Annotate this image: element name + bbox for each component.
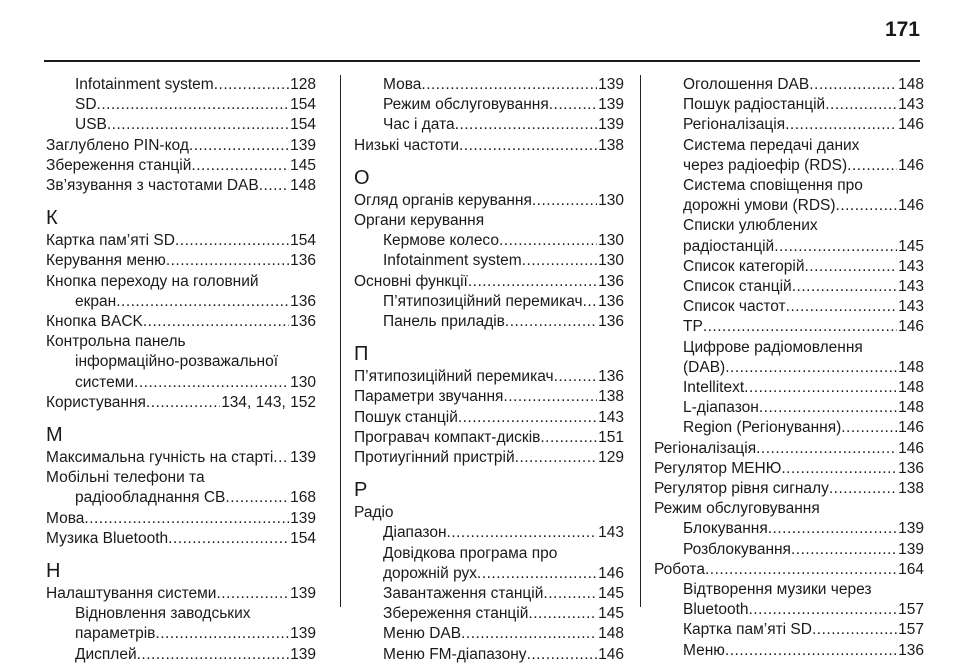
index-entry	[46, 115, 316, 135]
index-entry-page: 143	[898, 278, 924, 296]
dot-leader	[749, 600, 898, 620]
index-entry-label: TP	[683, 318, 703, 336]
index-entry-label: Infotainment system	[75, 76, 214, 93]
index-group-heading: Система сповіщення про	[683, 177, 863, 195]
index-entry-label: Максимальна гучність на старті	[46, 449, 274, 467]
index-entry-page: 154	[290, 116, 316, 134]
dot-leader	[759, 398, 897, 418]
index-entry-page: 136	[290, 252, 316, 270]
index-entry	[654, 398, 924, 418]
dot-leader	[836, 196, 898, 216]
index-entry	[654, 115, 924, 135]
index-entry-label: Музика Bluetooth	[46, 529, 169, 547]
column-3	[654, 75, 924, 661]
index-entry-page: 139	[290, 136, 316, 154]
column-1	[46, 75, 316, 665]
index-entry	[354, 272, 624, 292]
index-entry-page: 139	[598, 96, 624, 114]
index-entry	[654, 641, 924, 661]
index-entry-page: 164	[898, 560, 924, 578]
index-entry-page: 168	[290, 489, 316, 507]
index-entry	[654, 95, 924, 115]
index-letter-heading: К	[46, 207, 58, 230]
index-entry	[354, 564, 624, 584]
dot-leader	[703, 317, 897, 337]
index-entry-page: 146	[898, 116, 924, 134]
index-entry	[46, 312, 316, 332]
dot-leader	[214, 75, 289, 95]
index-entry	[46, 95, 316, 115]
index-entry-label: Оголошення DAB	[683, 76, 810, 93]
index-entry-label: Низькі частоти	[354, 136, 459, 154]
index-entry-page: 143	[898, 257, 924, 275]
index-entry-page: 145	[598, 605, 624, 623]
index-entry-page: 145	[290, 156, 316, 174]
index-entry-label: Картка пам’яті SD	[683, 621, 812, 639]
index-entry-label: Список категорій	[683, 257, 805, 275]
dot-leader	[459, 136, 597, 156]
index-entry-label: Список частот	[683, 298, 786, 316]
index-entry-label: Розблокування	[683, 540, 791, 558]
index-entry-page: 148	[898, 399, 924, 417]
index-entry-page: 154	[290, 96, 316, 114]
index-letter-heading: П	[354, 343, 369, 366]
index-entry-page: 136	[290, 313, 316, 331]
index-entry-page: 139	[898, 520, 924, 538]
dot-leader	[744, 378, 897, 398]
index-entry-label: через радіоефір (RDS)	[683, 156, 848, 174]
dot-leader	[166, 251, 289, 271]
index-entry-label: Збереження станцій	[46, 156, 192, 174]
dot-leader	[841, 418, 897, 438]
index-entry-label: Заглублено PIN-код	[46, 136, 189, 154]
index-entry	[654, 560, 924, 580]
index-entry	[46, 529, 316, 549]
index-entry	[46, 509, 316, 529]
dot-leader	[522, 251, 597, 271]
index-entry	[354, 115, 624, 135]
index-entry-page: 130	[598, 252, 624, 270]
index-entry-label: Огляд органів керування	[354, 191, 532, 209]
index-group-heading: Мобільні телефони та	[46, 469, 205, 487]
index-group-heading: Режим обслуговування	[654, 500, 820, 518]
dot-leader	[84, 509, 289, 529]
index-entry	[46, 645, 316, 665]
index-entry-label: Блокування	[683, 520, 768, 538]
page-number: 171	[884, 18, 920, 41]
index-entry-label: Region (Регіонування)	[683, 419, 842, 437]
index-entry	[654, 277, 924, 297]
dot-leader	[791, 540, 897, 560]
index-entry-page: 154	[290, 529, 316, 547]
index-entry-label: Панель приладів	[383, 313, 505, 331]
index-entry	[354, 367, 624, 387]
index-entry	[654, 196, 924, 216]
dot-leader	[583, 292, 598, 312]
index-entry-label: Регіоналізація	[683, 116, 786, 134]
column-divider-2	[640, 75, 641, 607]
dot-leader	[134, 373, 289, 393]
index-group-heading: Кнопка переходу на головний	[46, 272, 259, 290]
index-entry-page: 130	[598, 232, 624, 250]
index-group-heading: Довідкова програма про	[383, 544, 558, 562]
index-entry	[654, 540, 924, 560]
index-entry-label: Керування меню	[46, 252, 166, 270]
index-entry	[354, 645, 624, 665]
index-entry-page: 143	[598, 524, 624, 542]
index-entry-page: 146	[898, 318, 924, 336]
index-letter-heading: Р	[354, 479, 368, 502]
dot-leader	[756, 439, 897, 459]
dot-leader	[825, 95, 897, 115]
index-group-heading: Система передачі даних	[683, 136, 860, 154]
index-entry-label: Дисплей	[75, 645, 137, 663]
dot-leader	[540, 428, 597, 448]
index-entry-page: 143	[898, 298, 924, 316]
dot-leader	[527, 645, 598, 665]
dot-leader	[847, 156, 897, 176]
index-entry	[654, 439, 924, 459]
index-entry	[354, 75, 624, 95]
index-entry	[354, 312, 624, 332]
index-entry	[654, 358, 924, 378]
index-entry	[46, 176, 316, 196]
index-entry-page: 136	[898, 641, 924, 659]
index-entry-page: 138	[598, 388, 624, 406]
column-divider-1	[340, 75, 341, 607]
dot-leader	[786, 297, 897, 317]
index-group-heading: Радіо	[354, 504, 394, 522]
index-entry-label: L-діапазон	[683, 399, 759, 417]
index-entry-label: Регулятор МЕНЮ	[654, 459, 782, 477]
index-entry-page: 145	[898, 237, 924, 255]
index-entry-page: 143	[598, 408, 624, 426]
dot-leader	[189, 136, 289, 156]
dot-leader	[499, 231, 597, 251]
index-entry-label: Основні функції	[354, 272, 468, 290]
index-entry-page: 136	[598, 292, 624, 310]
index-entry	[354, 584, 624, 604]
dot-leader	[528, 604, 597, 624]
dot-leader	[543, 584, 597, 604]
index-entry-page: 138	[898, 480, 924, 498]
index-entry-page: 148	[898, 358, 924, 376]
dot-leader	[549, 95, 597, 115]
dot-leader	[107, 115, 289, 135]
dot-leader	[829, 479, 897, 499]
dot-leader	[532, 191, 597, 211]
index-entry	[654, 600, 924, 620]
index-entry-label: дорожній рух	[383, 564, 478, 582]
dot-leader	[191, 156, 289, 176]
index-entry	[354, 387, 624, 407]
index-entry-page: 157	[898, 621, 924, 639]
dot-leader	[515, 448, 597, 468]
dot-leader	[781, 459, 897, 479]
dot-leader	[143, 312, 289, 332]
index-entry-label: Кермове колесо	[383, 232, 499, 250]
index-entry-page: 146	[598, 564, 624, 582]
index-entry-label: радіообладнання CB	[75, 489, 226, 507]
dot-leader	[97, 95, 290, 115]
index-entry-label: Програвач компакт-дисків	[354, 428, 541, 446]
index-entry-page: 139	[290, 585, 316, 603]
index-entry-page: 139	[598, 116, 624, 134]
index-entry-page: 134, 143, 152	[221, 393, 316, 411]
index-entry	[354, 95, 624, 115]
index-entry	[654, 519, 924, 539]
index-entry	[654, 317, 924, 337]
index-entry	[354, 408, 624, 428]
index-entry	[654, 297, 924, 317]
index-entry	[654, 459, 924, 479]
index-entry-label: Протиугінний пристрій	[354, 449, 515, 467]
index-entry	[654, 479, 924, 499]
index-entry-label: (DAB)	[683, 358, 726, 376]
dot-leader	[705, 560, 897, 580]
index-entry-page: 146	[898, 197, 924, 215]
index-entry-page: 148	[598, 625, 624, 643]
index-entry	[354, 251, 624, 271]
index-entry-page: 139	[290, 449, 316, 467]
index-entry-label: П’ятипозиційний перемикач	[383, 292, 583, 310]
index-entry	[354, 292, 624, 312]
index-entry-page: 139	[290, 509, 316, 527]
index-group-heading: Списки улюблених	[683, 217, 818, 235]
dot-leader	[725, 358, 897, 378]
index-entry-label: Intellitext	[683, 379, 745, 397]
index-entry-page: 136	[598, 313, 624, 331]
index-entry-label: Infotainment system	[383, 252, 522, 270]
index-entry	[46, 448, 316, 468]
index-entry-page: 129	[598, 449, 624, 467]
index-entry-page: 146	[898, 419, 924, 437]
index-entry-label: екран	[75, 292, 117, 310]
index-entry-label: Меню DAB	[383, 625, 462, 643]
index-entry-page: 139	[290, 645, 316, 663]
index-entry	[354, 604, 624, 624]
index-entry-label: системи	[75, 373, 135, 391]
dot-leader	[774, 237, 897, 257]
index-entry-label: Пошук радіостанцій	[683, 96, 826, 114]
index-entry-label: Завантаження станцій	[383, 585, 544, 603]
index-entry-page: 145	[598, 585, 624, 603]
index-letter-heading: О	[354, 166, 370, 189]
index-letter-heading: Н	[46, 560, 61, 583]
index-entry-page: 146	[898, 439, 924, 457]
index-entry-page: 128	[290, 76, 316, 93]
index-entry-label: дорожні умови (RDS)	[683, 197, 836, 215]
index-entry	[654, 156, 924, 176]
dot-leader	[804, 257, 897, 277]
dot-leader	[421, 75, 597, 95]
dot-leader	[259, 176, 289, 196]
index-entry-label: USB	[75, 116, 107, 134]
index-entry	[46, 292, 316, 312]
index-entry-label: Параметри звучання	[354, 388, 504, 406]
index-entry	[354, 448, 624, 468]
index-entry-label: Робота	[654, 560, 705, 578]
index-entry	[46, 488, 316, 508]
index-entry-page: 139	[290, 625, 316, 643]
index-entry	[46, 393, 316, 413]
index-entry-page: 148	[290, 177, 316, 195]
index-entry-label: Регулятор рівня сигналу	[654, 480, 829, 498]
index-entry-label: Пошук станцій	[354, 408, 458, 426]
index-entry-label: Меню	[683, 641, 725, 659]
dot-leader	[809, 75, 897, 95]
dot-leader	[468, 272, 597, 292]
index-entry-label: Кнопка BACK	[46, 313, 143, 331]
index-entry	[654, 257, 924, 277]
index-entry-page: 146	[898, 156, 924, 174]
dot-leader	[505, 312, 597, 332]
index-entry-page: 143	[898, 96, 924, 114]
index-entry-page: 146	[598, 645, 624, 663]
index-entry-page: 154	[290, 232, 316, 250]
index-entry	[654, 378, 924, 398]
index-group-heading: Цифрове радіомовлення	[683, 338, 863, 356]
index-entry	[354, 136, 624, 156]
dot-leader	[725, 641, 897, 661]
dot-leader	[137, 645, 290, 665]
index-entry	[46, 584, 316, 604]
index-entry	[354, 428, 624, 448]
dot-leader	[503, 387, 597, 407]
index-group-heading: інформаційно-розважальної	[75, 353, 279, 371]
index-entry-label: Регіоналізація	[654, 439, 757, 457]
index-entry-page: 138	[598, 136, 624, 154]
index-entry-page: 151	[598, 428, 624, 446]
index-entry-page: 139	[898, 540, 924, 558]
dot-leader	[785, 115, 897, 135]
index-entry-label: Мова	[46, 509, 85, 527]
dot-leader	[458, 408, 597, 428]
dot-leader	[792, 277, 897, 297]
dot-leader	[554, 367, 598, 387]
index-entry	[46, 75, 316, 95]
index-entry-label: Зв’язування з частотами DAB	[46, 177, 259, 195]
index-entry-label: Мова	[383, 76, 422, 93]
index-entry-label: Діапазон	[383, 524, 447, 542]
index-entry-label: П’ятипозиційний перемикач	[354, 368, 554, 386]
index-entry-label: Користування	[46, 393, 146, 411]
index-entry-label: радіостанцій	[683, 237, 775, 255]
index-entry-label: Картка пам’яті SD	[46, 232, 175, 250]
index-entry	[354, 523, 624, 543]
index-entry-label: Час і дата	[383, 116, 455, 134]
dot-leader	[455, 115, 597, 135]
dot-leader	[447, 523, 598, 543]
dot-leader	[168, 529, 289, 549]
dot-leader	[175, 231, 289, 251]
index-entry	[46, 156, 316, 176]
index-entry-page: 139	[598, 76, 624, 93]
index-entry	[46, 136, 316, 156]
dot-leader	[225, 488, 289, 508]
dot-leader	[768, 519, 897, 539]
index-entry	[46, 251, 316, 271]
index-entry	[654, 75, 924, 95]
index-entry-page: 157	[898, 601, 924, 619]
index-entry-label: параметрів	[75, 625, 156, 643]
index-entry	[354, 191, 624, 211]
dot-leader	[216, 584, 289, 604]
index-entry-label: Налаштування системи	[46, 585, 217, 603]
index-entry-label: Режим обслуговування	[383, 96, 549, 114]
index-entry-label: Збереження станцій	[383, 605, 529, 623]
index-entry-page: 136	[290, 292, 316, 310]
index-entry-page: 136	[598, 368, 624, 386]
index-entry	[654, 620, 924, 640]
column-2	[354, 75, 624, 665]
index-entry	[654, 418, 924, 438]
index-entry	[654, 237, 924, 257]
index-entry	[354, 231, 624, 251]
index-group-heading: Контрольна панель	[46, 333, 186, 351]
index-entry-page: 148	[898, 379, 924, 397]
header-rule	[44, 60, 920, 62]
index-letter-heading: М	[46, 424, 63, 447]
dot-leader	[116, 292, 289, 312]
index-entry-label: Bluetooth	[683, 601, 749, 619]
index-entry-page: 130	[598, 191, 624, 209]
dot-leader	[273, 448, 289, 468]
index-entry-page: 136	[598, 272, 624, 290]
index-entry-label: Меню FM-діапазону	[383, 645, 527, 663]
index-entry-label: Список станцій	[683, 278, 792, 296]
index-entry-page: 136	[898, 459, 924, 477]
dot-leader	[812, 620, 897, 640]
index-entry-label: SD	[75, 96, 97, 114]
dot-leader	[146, 393, 220, 413]
index-entry	[46, 373, 316, 393]
index-group-heading: Відтворення музики через	[683, 581, 872, 599]
index-entry	[46, 231, 316, 251]
dot-leader	[477, 564, 597, 584]
index-group-heading: Відновлення заводських	[75, 605, 251, 623]
index-entry-page: 130	[290, 373, 316, 391]
index-entry-page: 148	[898, 76, 924, 93]
index-group-heading: Органи керування	[354, 212, 485, 230]
